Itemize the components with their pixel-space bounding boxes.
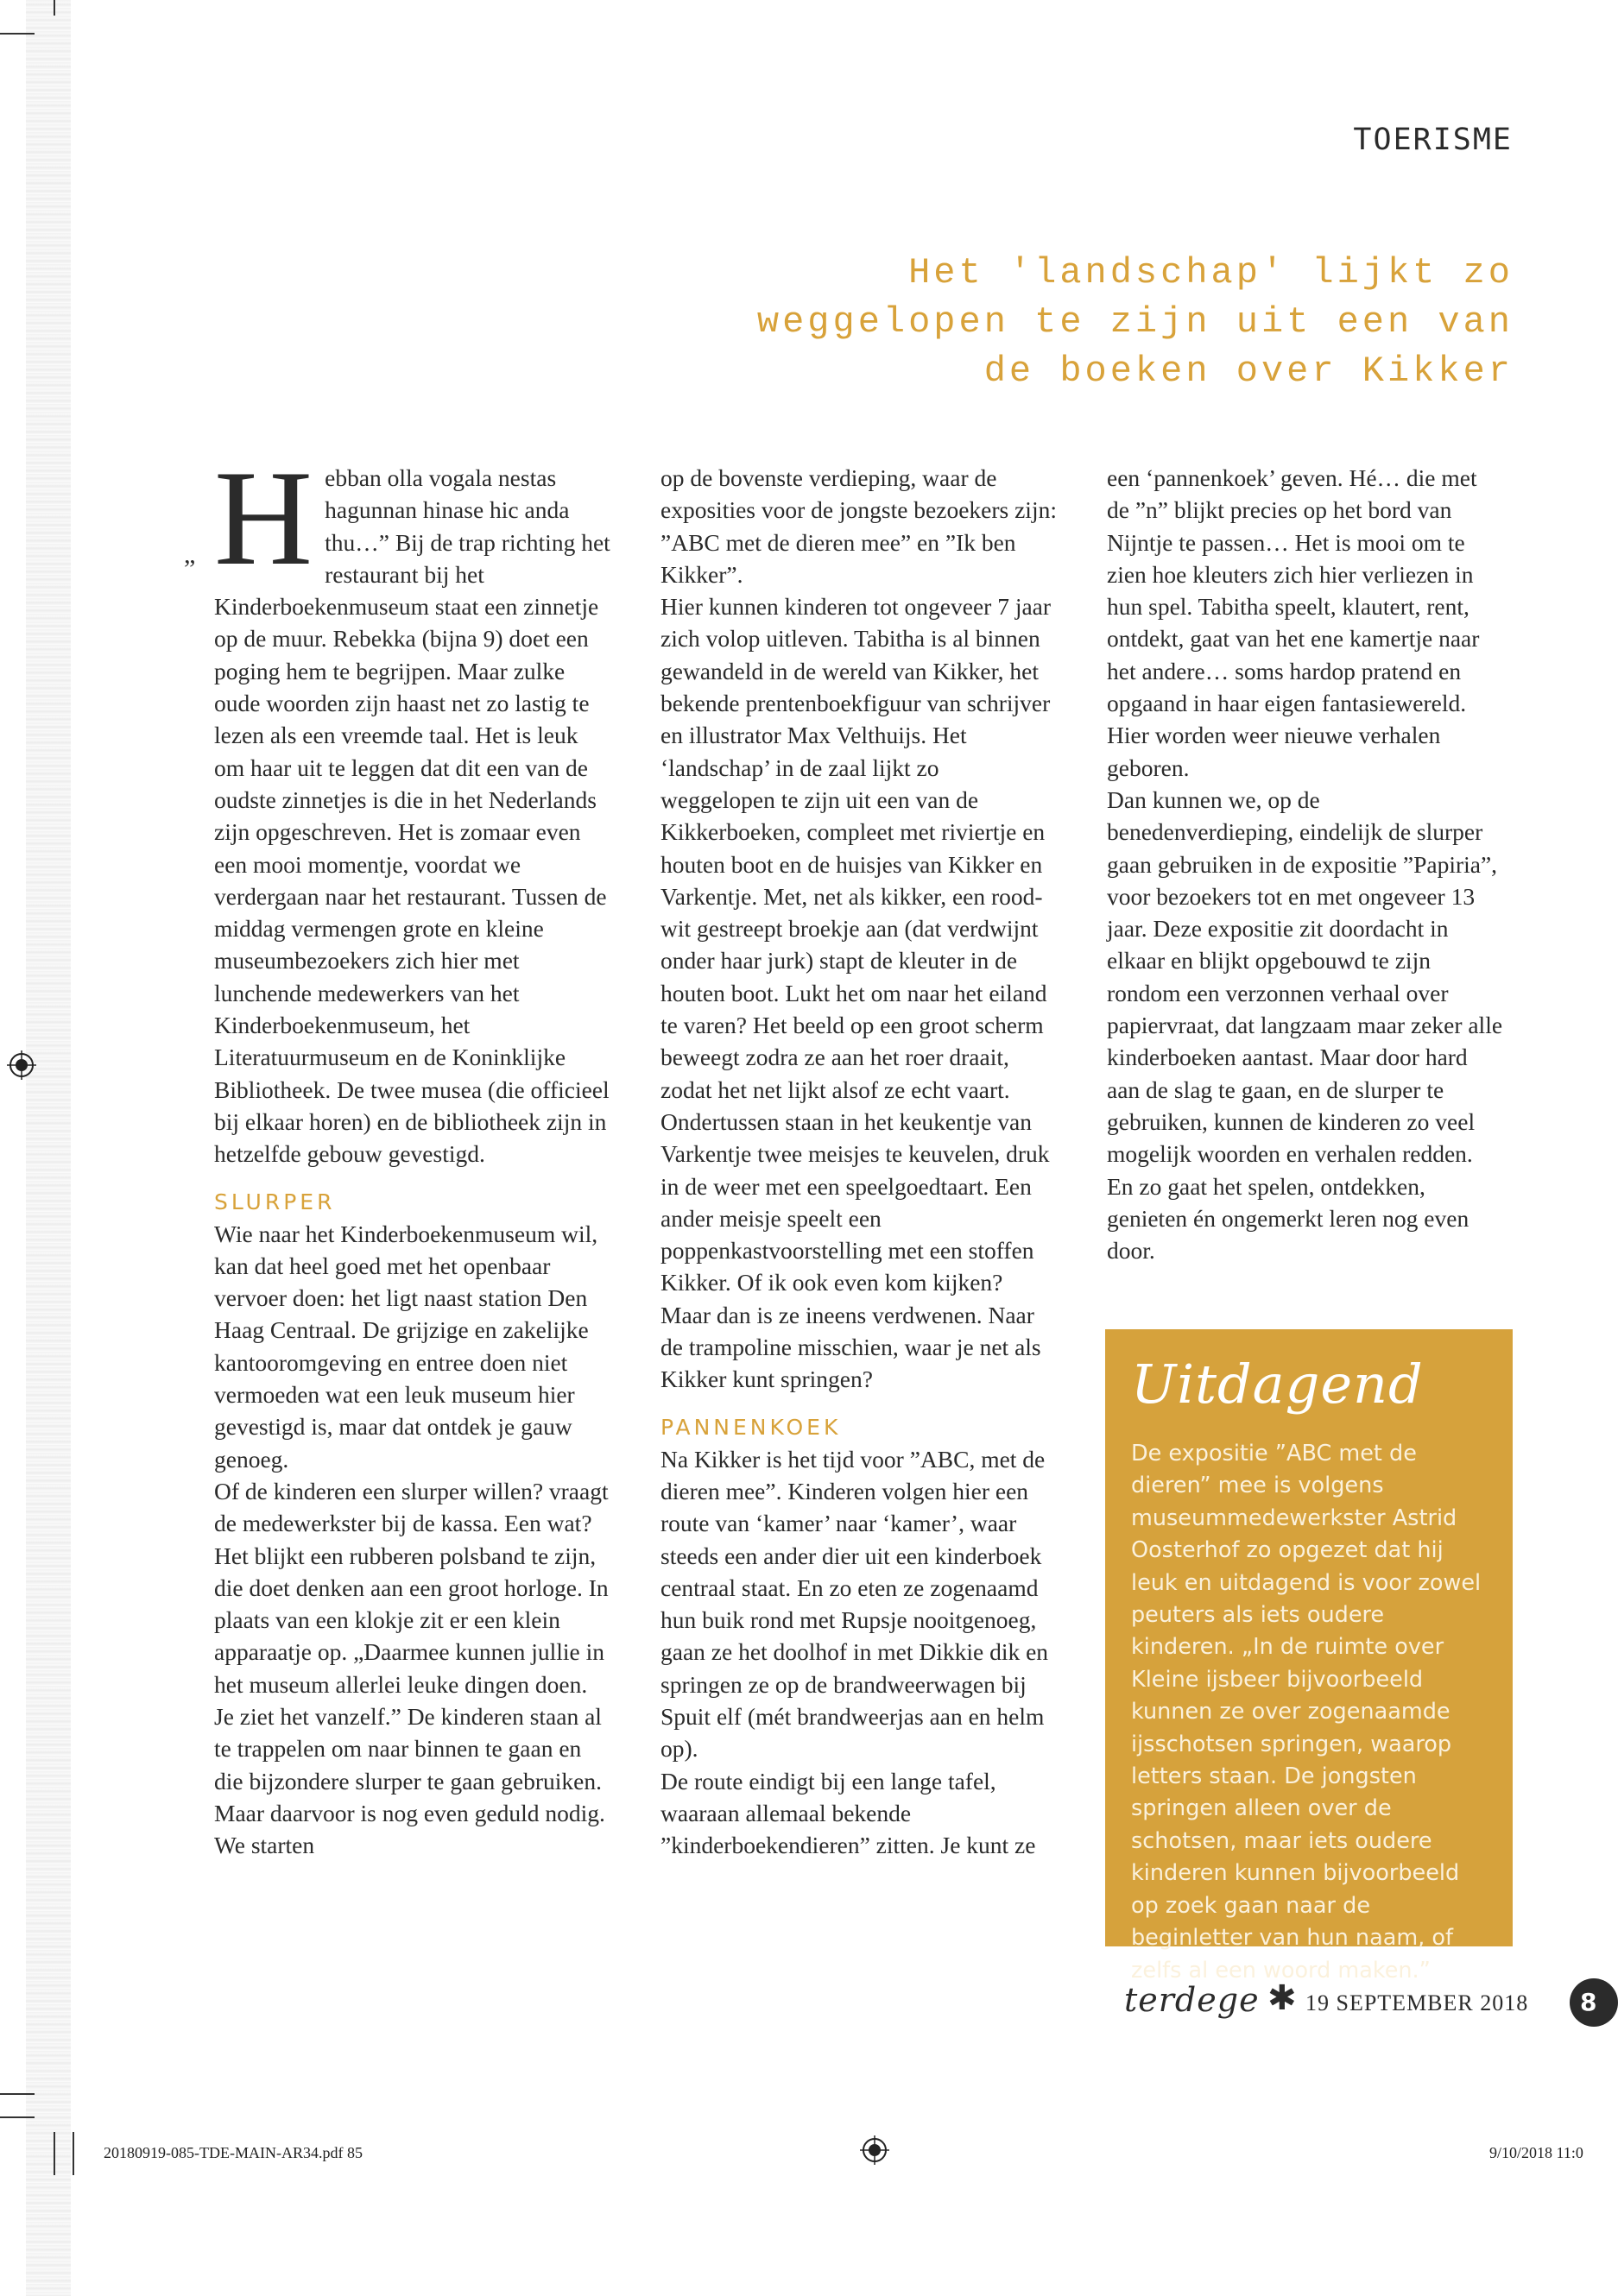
article-paragraph: Hier kunnen kinderen tot ongeveer 7 jaar zich volop uitleven. Tabitha is al binnen gewandeld in de wereld van Kikker, het bekende prentenboekfiguur van schrijver en illustrator Max Velthuijs. Het ‘landschap’ in de zaal lijkt zo weggelopen te zijn uit een van de Kikkerboeken, compleet met riviertje en houten boot en de huisjes van Kikker en Varkentje. Met, net als kikker, een rood-wit gestreept broekje aan (dat verdwijnt onder haar jurk) stapt de kleuter in de houten boot. Lukt het om naar het eiland te varen? Het beeld op een groot scherm beweegt zodra ze aan het roer draait, zodat het net lijkt alsof ze echt vaart. Ondertussen staan in het keukentje van Varkentje twee meisjes te keuvelen, druk in de weer met een speelgoedtaart. Een ander meisje speelt een poppenkastvoorstelling met een stoffen Kikker. Of ik ook even kom kijken? Maar dan is ze ineens verdwenen. Naar de trampoline misschien, waar je net als Kikker kunt springen? (660, 593, 1052, 1393)
print-slug-datetime: 9/10/2018 11:0 (1489, 2144, 1583, 2161)
section-label: TOERISME (1353, 123, 1513, 157)
article-paragraph: De route eindigt bij een lange tafel, waaraan allemaal bekende ”kinderboekendieren” zitten. Je kunt ze (660, 1767, 1036, 1859)
print-slug-file: 20180919-085-TDE-MAIN-AR34.pdf 85 (104, 2144, 363, 2161)
article-column-1 (184, 443, 611, 1861)
article-paragraph: op de bovenste verdieping, waar de exposities voor de jongste bezoekers zijn: ”ABC met de dieren mee” en ”Ik ben Kikker”. (660, 464, 1057, 588)
dropcap-letter: H (214, 443, 313, 594)
star-separator-icon: ✱ (1267, 1978, 1297, 2018)
dropcap-quote-mark: „ (184, 540, 196, 569)
crop-mark (0, 2116, 35, 2118)
crop-mark (0, 2093, 35, 2095)
article-paragraph: Of de kinderen een slurper willen? vraagt de medewerkster bij de kassa. Een wat? Het blijkt een rubberen polsband te zijn, die doet denken aan een groot horloge. In plaats van een klokje zit er een klein apparaatje op. „Daarmee kunnen jullie in het museum allerlei leuke dingen doen. Je ziet het vanzelf.” De kinderen staan al te trappelen om naar binnen te gaan en die bijzondere slurper te gaan gebruiken. Maar daarvoor is nog even geduld nodig. We starten (214, 1477, 609, 1859)
article-paragraph: Dan kunnen we, op de benedenverdieping, eindelijk de slurper gaan gebruiken in de expositie ”Papiria”, voor bezoekers tot en met ongeveer 13 jaar. Deze expositie zit doordacht in elkaar en blijkt opgebouwd te zijn rondom een verzonnen verhaal over papiervraat, dat langzaam maar zeker alle kinderboeken aantast. Maar door hard aan de slag te gaan, en de slurper te gebruiken, kunnen de kinderen zo veel mogelijk woorden en verhalen redden. En zo gaat het spelen, ontdekken, genieten én ongemerkt leren nog even door. (1107, 785, 1503, 1265)
article-column-3 (1107, 462, 1504, 1266)
subhead-pannenkoek: PANNENKOEK (660, 1414, 842, 1440)
magazine-brand: terdege (1124, 1981, 1260, 2019)
article-column-2 (660, 462, 1058, 1861)
sidebar-box-title: Uitdagend (1131, 1353, 1424, 1416)
page-number-tab: 8 (1570, 1978, 1618, 2027)
crop-mark (54, 0, 55, 16)
crop-mark (73, 2132, 74, 2175)
article-paragraph: ebban olla vogala nestas hagunnan hinase hic anda thu…” Bij de trap richting het restaurant bij het Kinderboekenmuseum staat een zinnetje op de muur. Rebekka (bijna 9) doet een poging hem te begrijpen. Maar zulke oude woorden zijn haast net zo lastig te lezen als een vreemde taal. Het is leuk om haar uit te leggen dat dit een van de oudste zinnetjes is die in het Nederlands zijn opgeschreven. Het is zomaar even een mooi momentje, voordat we verdergaan naar het restaurant. Tussen de middag vermengen grote en kleine museumbezoekers zich hier met lunchende medewerkers van het Kinderboekenmuseum, het Literatuurmuseum en de Koninklijke Bibliotheek. De twee musea (die officieel bij elkaar horen) en de bibliotheek zijn in hetzelfde gebouw gevestigd. (214, 464, 610, 1168)
article-paragraph: Na Kikker is het tijd voor ”ABC, met de dieren mee”. Kinderen volgen hier een route van ‘kamer’ naar ‘kamer’, waar steeds een ander dier uit een kinderboek centraal staat. En zo eten ze zogenaamd hun buik rond met Rupsje nooitgenoeg, gaan ze het doolhof in met Dikkie dik en springen ze op de brandweerwagen bij Spuit elf (mét brandweerjas aan en helm op). (660, 1445, 1049, 1763)
issue-date: 19 SEPTEMBER 2018 (1305, 1990, 1529, 2015)
article-paragraph: een ‘pannenkoek’ geven. Hé… die met de ”n” blijkt precies op het bord van Nijntje te passen… Het is mooi om te zien hoe kleuters zich hier verliezen in hun spel. Tabitha speelt, klautert, rent, ontdekt, gaat van het ene kamertje naar het andere… soms hardop pratend en opgaand in haar eigen fantasiewereld. Hier worden weer nieuwe verhalen geboren. (1107, 464, 1480, 781)
pull-quote: Het 'landschap' lijkt zo weggelopen te zijn uit een van de boeken over Kikker (756, 252, 1514, 392)
registration-mark-icon (860, 2135, 889, 2165)
subhead-slurper: SLURPER (214, 1189, 336, 1214)
article-paragraph: Wie naar het Kinderboekenmuseum wil, kan dat heel goed met het openbaar vervoer doen: het ligt naast station Den Haag Centraal. De grijzige en zakelijke kantooromgeving en entree doen niet vermoeden wat een leuk museum hier gevestigd is, maar dat ontdek je gauw genoeg. (214, 1220, 598, 1473)
sidebar-box-body: De expositie ”ABC met de dieren” mee is volgens museummedewerkster Astrid Oosterhof zo opgezet dat hij leuk en uitdagend is voor zowel peuters als iets oudere kinderen. „In de ruimte over Kleine ijsbeer bijvoorbeeld kunnen ze over zogenaamde ijsschotsen springen, waarop letters staan. De jongsten springen alleen over de schotsen, maar iets oudere kinderen kunnen bijvoorbeeld op zoek gaan naar de beginletter van hun naam, of zelfs al een woord maken.” (1131, 1441, 1482, 1984)
registration-mark-icon (7, 1050, 36, 1080)
crop-mark (0, 33, 35, 35)
page-edge-texture (26, 0, 71, 2296)
crop-mark (54, 2132, 55, 2175)
sidebar-box (1105, 1329, 1513, 1984)
